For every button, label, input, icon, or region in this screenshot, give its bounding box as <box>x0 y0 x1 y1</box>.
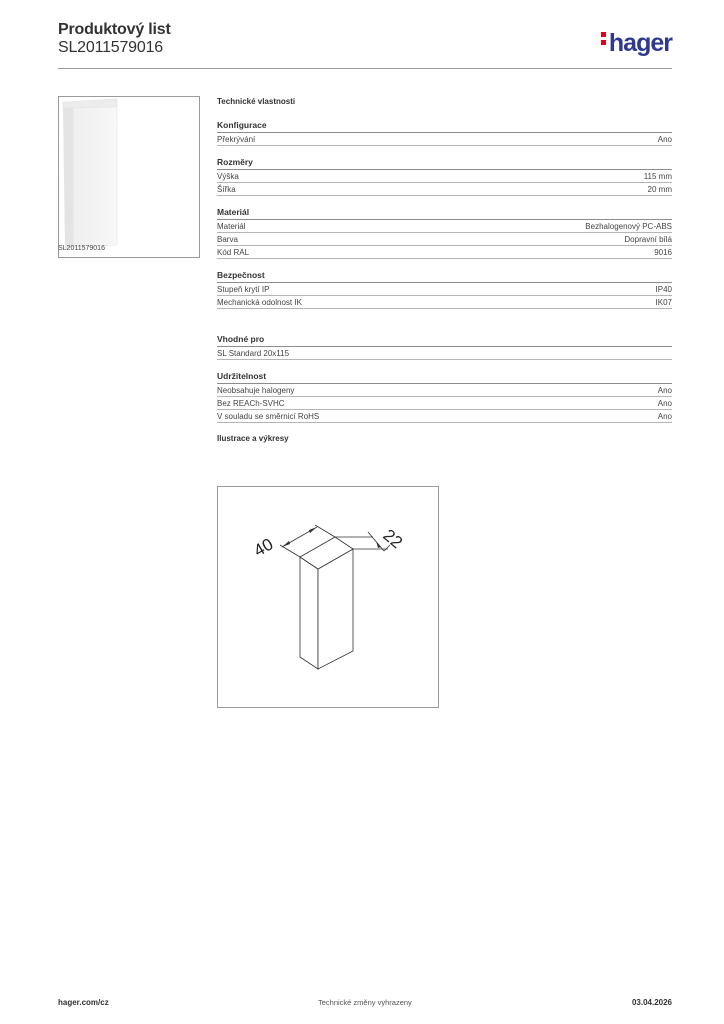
spec-row <box>217 220 672 233</box>
technical-drawing <box>218 487 438 707</box>
spec-value: Dopravní bílá <box>624 235 672 244</box>
logo-text: hager <box>608 29 672 57</box>
spec-label: Materiál <box>217 222 246 231</box>
spec-row <box>217 283 672 296</box>
spec-value: 20 mm <box>647 185 672 194</box>
hager-logo <box>601 29 672 58</box>
spec-row <box>217 246 672 259</box>
spec-label: SL Standard 20x115 <box>217 349 290 358</box>
spec-label: Stupeň krytí IP <box>217 285 270 294</box>
dimension-40-label: 40 <box>250 534 277 561</box>
section-safety <box>217 270 672 309</box>
dimension-22-label: 22 <box>379 525 407 553</box>
spec-row <box>217 384 672 397</box>
spec-row <box>217 347 672 360</box>
product-code: SL2011579016 <box>58 39 163 56</box>
spec-value: Ano <box>657 386 672 395</box>
spec-row <box>217 170 672 183</box>
spec-value: Ano <box>657 399 672 408</box>
section-sustainability <box>217 371 672 423</box>
section-heading: Konfigurace <box>217 120 672 133</box>
spec-label: V souladu se směrnicí RoHS <box>217 412 320 421</box>
spec-value: Bezhalogenový PC-ABS <box>585 222 672 231</box>
spec-label: Šířka <box>217 185 236 194</box>
drawing-frame <box>217 486 439 708</box>
spec-row <box>217 233 672 246</box>
spec-label: Bez REACh-SVHC <box>217 399 285 408</box>
product-image-frame <box>58 96 200 258</box>
section-heading: Vhodné pro <box>217 334 672 347</box>
footer-note: Technické změny vyhrazeny <box>318 998 412 1007</box>
section-configuration <box>217 120 672 146</box>
spec-row <box>217 183 672 196</box>
logo-dots-icon <box>601 32 607 48</box>
section-material <box>217 207 672 259</box>
spec-row <box>217 397 672 410</box>
section-heading: Materiál <box>217 207 672 220</box>
spec-label: Neobsahuje halogeny <box>217 386 295 395</box>
spec-label: Kód RAL <box>217 248 250 257</box>
spec-value: Ano <box>657 412 672 421</box>
spec-value: 9016 <box>654 248 672 257</box>
product-image <box>59 97 199 257</box>
footer-website[interactable]: hager.com/cz <box>58 998 109 1007</box>
section-heading: Udržitelnost <box>217 371 672 384</box>
spec-row <box>217 296 672 309</box>
illustrations-title: Ilustrace a výkresy <box>217 434 289 443</box>
spec-label: Mechanická odolnost IK <box>217 298 302 307</box>
spec-label: Barva <box>217 235 238 244</box>
spec-value: IK07 <box>655 298 672 307</box>
section-heading: Bezpečnost <box>217 270 672 283</box>
spec-value: Ano <box>657 135 672 144</box>
spec-value: 115 mm <box>643 172 672 181</box>
section-heading: Rozměry <box>217 157 672 170</box>
spec-label: Výška <box>217 172 239 181</box>
page-title: Produktový list <box>58 21 171 38</box>
section-suitable-for <box>217 334 672 360</box>
spec-value: IP40 <box>655 285 672 294</box>
product-caption: SL2011579016 <box>58 245 105 252</box>
spec-label: Překrývání <box>217 135 256 144</box>
header-divider <box>58 68 672 69</box>
footer-date: 03.04.2026 <box>631 998 672 1007</box>
spec-row <box>217 133 672 146</box>
spec-title: Technické vlastnosti <box>217 97 296 106</box>
spec-panel <box>217 96 672 443</box>
section-dimensions <box>217 157 672 196</box>
spec-row <box>217 410 672 423</box>
